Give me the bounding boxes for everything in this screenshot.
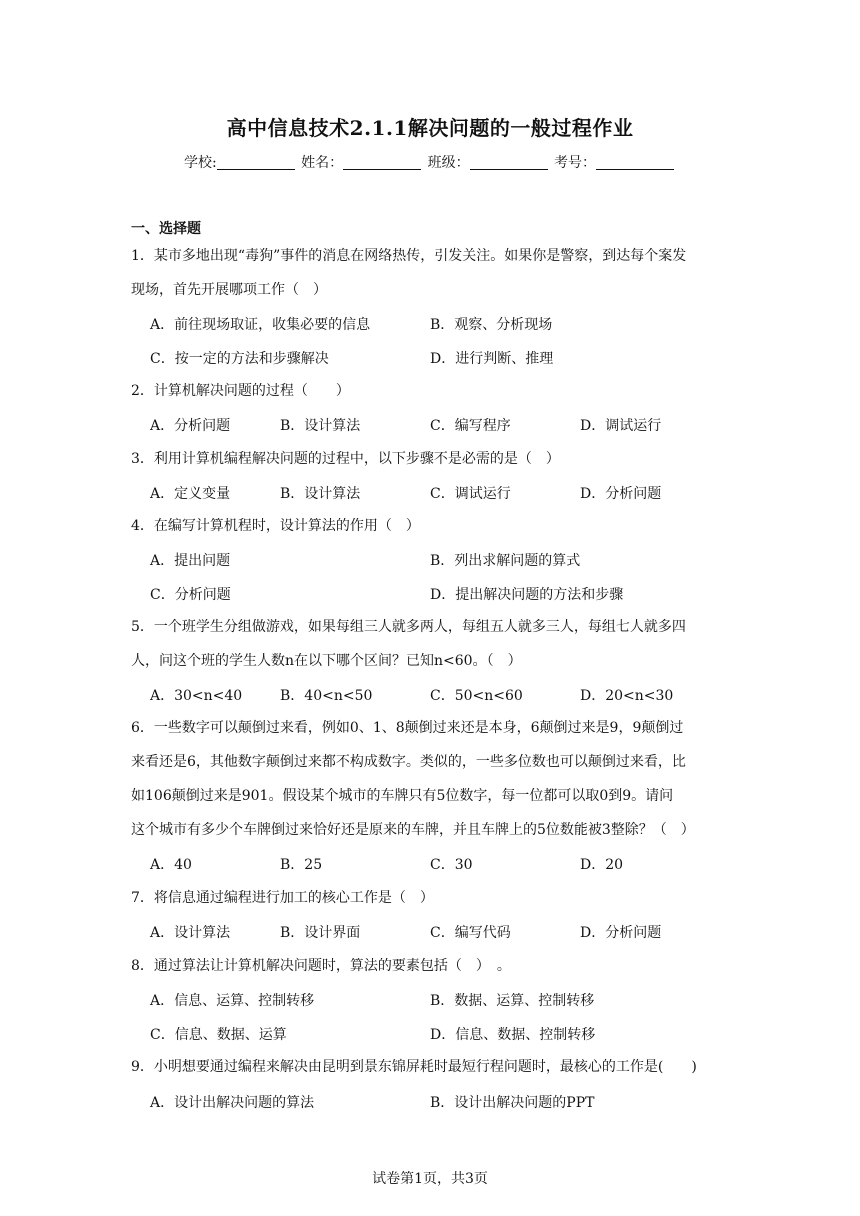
question-6 bbox=[131, 711, 731, 847]
question-line: 7．将信息通过编程进行加工的核心工作是（ ） bbox=[131, 890, 434, 906]
option-c[interactable]: C．调试运行 bbox=[430, 486, 511, 502]
question-4 bbox=[131, 509, 731, 543]
option-a[interactable]: A．40 bbox=[150, 857, 192, 873]
class-blank[interactable] bbox=[470, 155, 548, 170]
school-blank[interactable] bbox=[217, 155, 295, 170]
options-row bbox=[150, 483, 740, 503]
name-blank[interactable] bbox=[343, 155, 421, 170]
question-line: 人，问这个班的学生人数n在以下哪个区间？已知n<60。（ ） bbox=[131, 653, 522, 669]
question-line: 5．一个班学生分组做游戏，如果每组三人就多两人，每组五人就多三人，每组七人就多四 bbox=[131, 619, 686, 635]
options-row bbox=[150, 550, 740, 570]
option-a[interactable]: A．提出问题 bbox=[150, 553, 231, 569]
options-row bbox=[150, 584, 740, 604]
option-c[interactable]: C．编写程序 bbox=[430, 418, 511, 434]
question-line: 9．小明想要通过编程来解决由昆明到景东锦屏耗时最短行程问题时，最核心的工作是( ) bbox=[131, 1059, 697, 1075]
option-c[interactable]: C．分析问题 bbox=[150, 587, 231, 603]
option-c[interactable]: C．30 bbox=[430, 857, 473, 873]
option-a[interactable]: A．定义变量 bbox=[150, 486, 231, 502]
option-b[interactable]: B．25 bbox=[280, 857, 323, 873]
option-d[interactable]: D．分析问题 bbox=[580, 486, 662, 502]
option-b[interactable]: B．40<n<50 bbox=[280, 688, 373, 704]
options-row bbox=[150, 685, 740, 705]
question-line: 这个城市有多少个车牌倒过来恰好还是原来的车牌，并且车牌上的5位数能被3整除？（ ） bbox=[131, 822, 695, 838]
option-d[interactable]: D．提出解决问题的方法和步骤 bbox=[430, 587, 624, 603]
option-d[interactable]: D．调试运行 bbox=[580, 418, 662, 434]
name-label: 姓名： bbox=[301, 155, 344, 171]
option-d[interactable]: D．20<n<30 bbox=[580, 688, 674, 704]
option-a[interactable]: A．设计算法 bbox=[150, 925, 231, 941]
question-9 bbox=[131, 1050, 731, 1084]
student-info-line bbox=[0, 152, 860, 172]
exam-no-blank[interactable] bbox=[596, 155, 674, 170]
options-row bbox=[150, 415, 740, 435]
exam-no-label: 考号： bbox=[554, 155, 597, 171]
page-footer: 试卷第1页，共3页 bbox=[372, 1171, 488, 1187]
options-row bbox=[150, 922, 740, 942]
options-row bbox=[150, 348, 740, 368]
question-line: 2．计算机解决问题的过程（ ） bbox=[131, 383, 350, 399]
school-label: 学校: bbox=[183, 155, 217, 171]
question-line: 4．在编写计算机程时，设计算法的作用（ ） bbox=[131, 518, 420, 534]
class-label: 班级： bbox=[427, 155, 470, 171]
options-row bbox=[150, 1092, 740, 1112]
option-a[interactable]: A．分析问题 bbox=[150, 418, 231, 434]
option-b[interactable]: B．列出求解问题的算式 bbox=[430, 553, 581, 569]
question-line: 8．通过算法让计算机解决问题时，算法的要素包括（ ） 。 bbox=[131, 958, 511, 974]
options-row bbox=[150, 314, 740, 334]
question-8 bbox=[131, 949, 731, 983]
options-row bbox=[150, 1024, 740, 1044]
question-line: 6．一些数字可以颠倒过来看，例如0、1、8颠倒过来还是本身，6颠倒过来是9，9颠倒过 bbox=[131, 720, 684, 736]
question-1 bbox=[131, 239, 731, 307]
question-line: 如106颠倒过来是901。假设某个城市的车牌只有5位数字，每一位都可以取0到9。请问 bbox=[131, 788, 674, 804]
option-d[interactable]: D．分析问题 bbox=[580, 925, 662, 941]
option-b[interactable]: B．观察、分析现场 bbox=[430, 317, 553, 333]
option-a[interactable]: A．30<n<40 bbox=[150, 688, 243, 704]
option-d[interactable]: D．20 bbox=[580, 857, 624, 873]
option-c[interactable]: C．按一定的方法和步骤解决 bbox=[150, 351, 329, 367]
question-2 bbox=[131, 374, 731, 408]
option-b[interactable]: B．设计出解决问题的PPT bbox=[430, 1095, 595, 1111]
question-5 bbox=[131, 610, 731, 678]
question-line: 1．某市多地出现“毒狗”事件的消息在网络热传，引发关注。如果你是警察，到达每个案发 bbox=[131, 248, 687, 264]
options-row bbox=[150, 854, 740, 874]
option-a[interactable]: A．信息、运算、控制转移 bbox=[150, 993, 315, 1009]
options-row bbox=[150, 990, 740, 1010]
option-d[interactable]: D．进行判断、推理 bbox=[430, 351, 554, 367]
question-3 bbox=[131, 442, 731, 476]
option-b[interactable]: B．数据、运算、控制转移 bbox=[430, 993, 595, 1009]
option-d[interactable]: D．信息、数据、控制转移 bbox=[430, 1027, 596, 1043]
section-heading: 一、选择题 bbox=[131, 221, 201, 237]
page-title: 高中信息技术2.1.1解决问题的一般过程作业 bbox=[226, 116, 634, 140]
option-a[interactable]: A．前往现场取证，收集必要的信息 bbox=[150, 317, 371, 333]
question-line: 来看还是6，其他数字颠倒过来都不构成数字。类似的，一些多位数也可以颠倒过来看，比 bbox=[131, 754, 686, 770]
option-a[interactable]: A．设计出解决问题的算法 bbox=[150, 1095, 315, 1111]
option-c[interactable]: C．信息、数据、运算 bbox=[150, 1027, 287, 1043]
question-line: 3．利用计算机编程解决问题的过程中，以下步骤不是必需的是（ ） bbox=[131, 451, 560, 467]
option-b[interactable]: B．设计算法 bbox=[280, 486, 361, 502]
option-b[interactable]: B．设计界面 bbox=[280, 925, 361, 941]
question-7 bbox=[131, 881, 731, 915]
option-c[interactable]: C．50<n<60 bbox=[430, 688, 523, 704]
option-b[interactable]: B．设计算法 bbox=[280, 418, 361, 434]
question-line: 现场，首先开展哪项工作（ ） bbox=[131, 282, 327, 298]
option-c[interactable]: C．编写代码 bbox=[430, 925, 511, 941]
